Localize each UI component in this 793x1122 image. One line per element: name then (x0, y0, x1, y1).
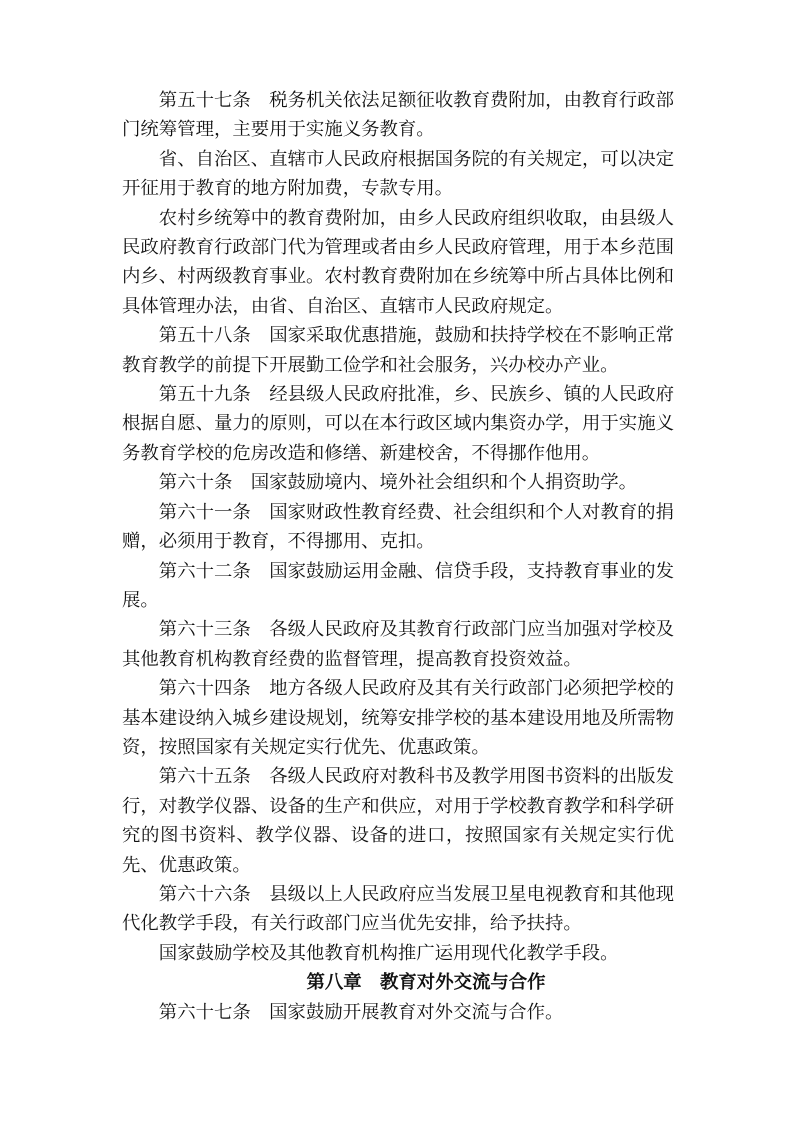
paragraph-57 (122, 86, 674, 145)
paragraph-66 (122, 880, 674, 939)
paragraph-57-2 (122, 145, 674, 204)
document-page (122, 86, 674, 1027)
paragraph-64 (122, 674, 674, 762)
article-text: 地方各级人民政府及其有关行政部门必须把学校的基本建设纳入城乡建设规划，统筹安排学校的基本建设用地及所需物资，按照国家有关规定实行优先、优惠政策。 (122, 678, 674, 758)
article-text: 国家鼓励开展教育对外交流与合作。 (269, 1001, 564, 1023)
paragraph-60 (122, 468, 674, 497)
article-number: 第五十八条 (158, 325, 251, 347)
article-text: 国家财政性教育经费、社会组织和个人对教育的捐赠，必须用于教育，不得挪用、克扣。 (122, 501, 674, 553)
paragraph-61 (122, 498, 674, 557)
article-text: 省、自治区、直辖市人民政府根据国务院的有关规定，可以决定开征用于教育的地方附加费，专款专用。 (122, 148, 674, 200)
article-number: 第六十一条 (158, 501, 251, 523)
article-number: 第六十六条 (158, 883, 251, 905)
paragraph-66-2 (122, 939, 674, 968)
paragraph-65 (122, 762, 674, 880)
article-text: 县级以上人民政府应当发展卫星电视教育和其他现代化教学手段，有关行政部门应当优先安排，给予扶持。 (122, 883, 674, 935)
article-text: 国家鼓励学校及其他教育机构推广运用现代化教学手段。 (158, 942, 619, 964)
article-text: 各级人民政府及其教育行政部门应当加强对学校及其他教育机构教育经费的监督管理，提高教育投资效益。 (122, 619, 674, 670)
paragraph-67 (122, 998, 674, 1027)
article-text: 国家采取优惠措施，鼓励和扶持学校在不影响正常教育教学的前提下开展勤工俭学和社会服务，兴办校办产业。 (122, 325, 674, 376)
article-text: 各级人民政府对教科书及教学用图书资料的出版发行，对教学仪器、设备的生产和供应，对用于学校教育教学和科学研究的图书资料、教学仪器、设备的进口，按照国家有关规定实行优先、优惠政策。 (122, 766, 674, 876)
chapter-heading (122, 968, 674, 997)
article-number: 第六十五条 (158, 766, 251, 788)
article-number: 第六十四条 (158, 678, 251, 700)
article-text: 国家鼓励运用金融、信贷手段，支持教育事业的发展。 (122, 560, 674, 611)
paragraph-63 (122, 615, 674, 674)
article-text: 税务机关依法足额征收教育费附加，由教育行政部门统筹管理，主要用于实施义务教育。 (122, 90, 674, 141)
article-number: 第六十三条 (158, 619, 251, 641)
chapter-number: 第八章 (306, 972, 362, 994)
article-number: 第六十二条 (158, 560, 251, 582)
chapter-title: 教育对外交流与合作 (380, 972, 546, 994)
article-text: 农村乡统筹中的教育费附加，由乡人民政府组织收取，由县级人民政府教育行政部门代为管理或者由乡人民政府管理，用于本乡范围内乡、村两级教育事业。农村教育费附加在乡统筹中所占具体比例和具体管理办法，由省、自治区、直辖市人民政府规定。 (122, 207, 674, 317)
article-number: 第五十七条 (158, 90, 251, 111)
paragraph-57-3 (122, 204, 674, 322)
article-number: 第五十九条 (158, 384, 251, 406)
article-text: 经县级人民政府批准，乡、民族乡、镇的人民政府根据自愿、量力的原则，可以在本行政区域内集资办学，用于实施义务教育学校的危房改造和修缮、新建校舍，不得挪作他用。 (122, 384, 674, 464)
article-text: 国家鼓励境内、境外社会组织和个人捐资助学。 (250, 472, 637, 494)
article-number: 第六十条 (158, 472, 233, 494)
paragraph-59 (122, 380, 674, 468)
paragraph-58 (122, 321, 674, 380)
article-number: 第六十七条 (158, 1001, 251, 1023)
paragraph-62 (122, 557, 674, 616)
